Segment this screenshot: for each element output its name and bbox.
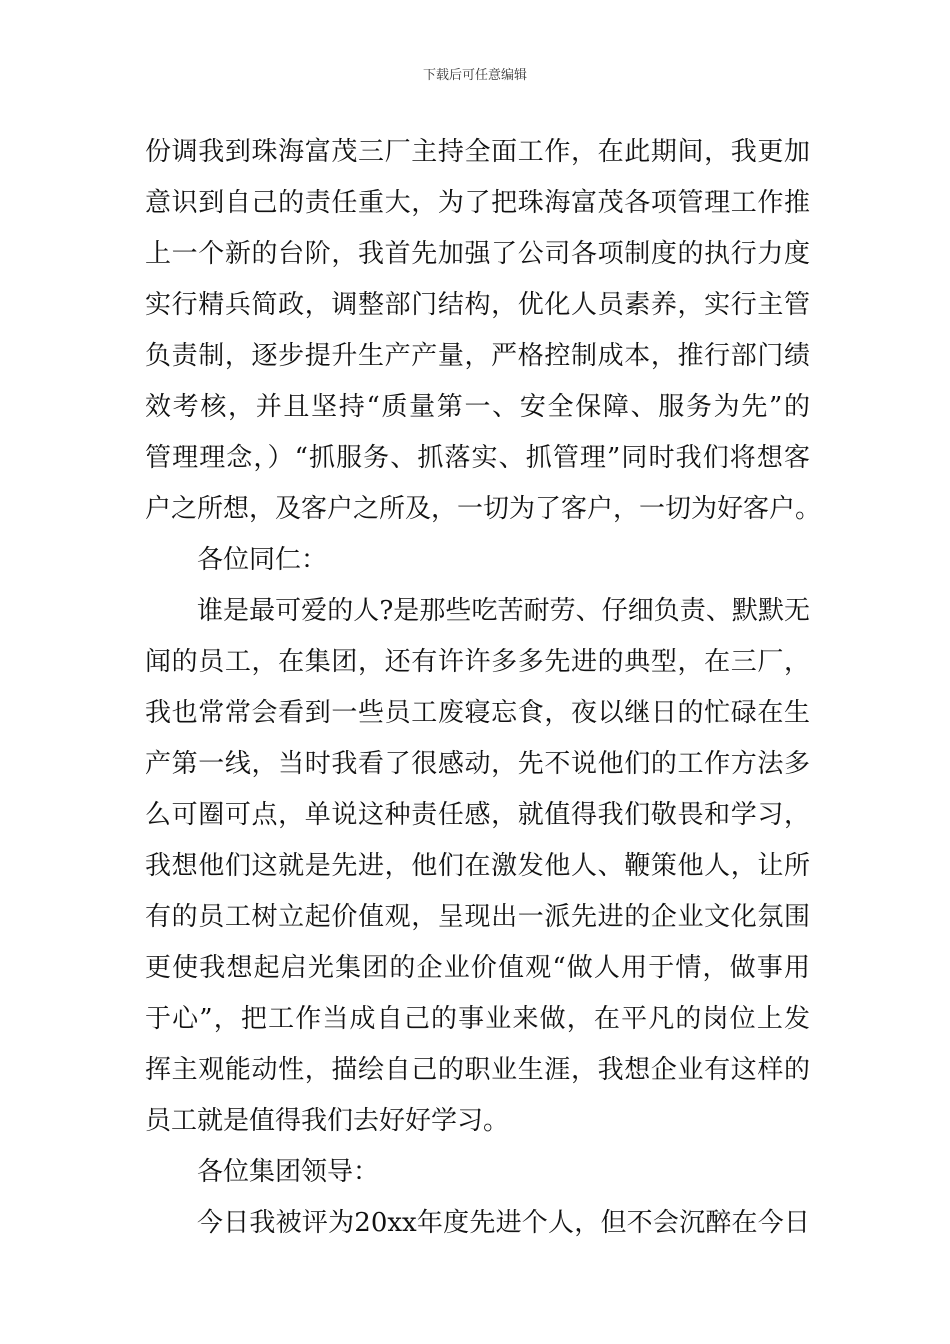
paragraph-line: 效考核，并且坚持“质量第一、安全保障、服务为先”的 [145, 392, 810, 422]
page-header: 下载后可任意编辑 [422, 68, 527, 83]
paragraph-line: 实行精兵简政，调整部门结构，优化人员素养，实行主管 [145, 290, 810, 320]
paragraph-line: 员工就是值得我们去好好学习。 [145, 1106, 510, 1136]
salutation-colleagues: 各位同仁： [197, 545, 328, 575]
paragraph-line: 我想他们这就是先进，他们在激发他人、鞭策他人，让所 [145, 851, 810, 881]
paragraph-line: 产第一线，当时我看了很感动，先不说他们的工作方法多 [145, 749, 810, 779]
paragraph-line: 上一个新的台阶，我首先加强了公司各项制度的执行力度 [145, 239, 810, 269]
paragraph-line: 谁是最可爱的人?是那些吃苦耐劳、仔细负责、默默无 [197, 596, 810, 626]
paragraph-line: 挥主观能动性，描绘自己的职业生涯，我想企业有这样的 [145, 1055, 810, 1085]
paragraph-line: 今日我被评为20xx年度先进个人，但不会沉醉在今日 [197, 1208, 810, 1238]
paragraph-line: 意识到自己的责任重大，为了把珠海富茂各项管理工作推 [145, 188, 810, 218]
paragraph-line: 我也常常会看到一些员工废寝忘食，夜以继日的忙碌在生 [145, 698, 810, 728]
document-body [145, 127, 822, 1249]
paragraph-line: 闻的员工，在集团，还有许许多多先进的典型，在三厂， [145, 647, 810, 677]
paragraph-line: 于心”，把工作当成自己的事业来做，在平凡的岗位上发 [145, 1004, 810, 1034]
paragraph-line: 么可圈可点，单说这种责任感，就值得我们敬畏和学习， [145, 800, 810, 830]
paragraph-line: 更使我想起启光集团的企业价值观“做人用于情，做事用 [145, 953, 810, 983]
paragraph-line: 负责制，逐步提升生产产量，严格控制成本，推行部门绩 [145, 341, 810, 371]
paragraph-line: 有的员工树立起价值观，呈现出一派先进的企业文化氛围 [145, 902, 810, 932]
paragraph-line: 户之所想，及客户之所及，一切为了客户，一切为好客户。 [145, 494, 822, 524]
paragraph-line: 份调我到珠海富茂三厂主持全面工作，在此期间，我更加 [145, 137, 810, 167]
paragraph-line: 管理理念，）“抓服务、抓落实、抓管理”同时我们将想客 [145, 443, 810, 473]
salutation-leaders: 各位集团领导： [197, 1157, 380, 1187]
